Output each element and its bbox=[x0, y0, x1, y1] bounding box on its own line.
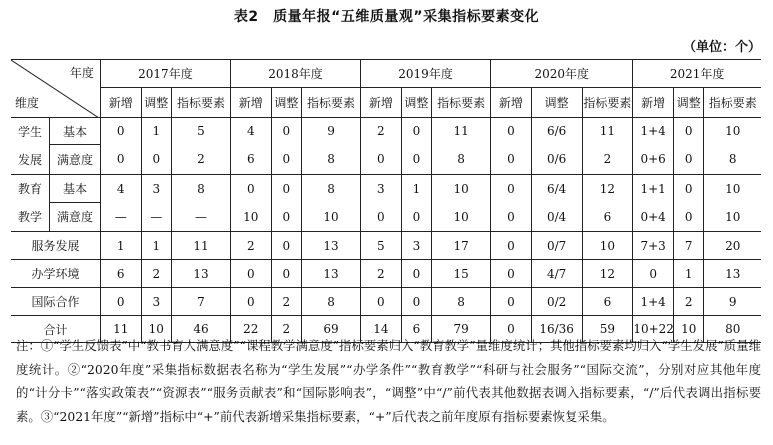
row-label: 办学环境 bbox=[11, 260, 100, 288]
data-cell: 0 bbox=[271, 232, 301, 260]
data-cell: 13 bbox=[704, 260, 761, 288]
row-label: 基本 bbox=[50, 118, 101, 145]
data-cell: 0 bbox=[361, 202, 402, 231]
data-cell: 4/7 bbox=[531, 260, 582, 288]
data-cell: 10 bbox=[673, 316, 703, 343]
data-cell: 1 bbox=[141, 118, 171, 145]
data-cell: 2 bbox=[271, 316, 301, 343]
data-cell: 0/2 bbox=[531, 288, 582, 316]
data-cell: 0+4 bbox=[633, 202, 674, 231]
data-cell: 2 bbox=[172, 145, 231, 175]
data-cell: 8 bbox=[432, 145, 491, 175]
data-cell: 0 bbox=[361, 288, 402, 316]
data-cell: 2 bbox=[361, 260, 402, 288]
data-cell: 0 bbox=[491, 118, 532, 145]
data-cell: 59 bbox=[582, 316, 633, 343]
table-row bbox=[11, 175, 761, 203]
year-header-2017: 2017年度 bbox=[100, 60, 230, 88]
subheader-elements: 指标要素 bbox=[172, 88, 231, 118]
data-cell: 0 bbox=[401, 202, 431, 231]
data-cell: 0 bbox=[230, 260, 271, 288]
data-cell: 1 bbox=[401, 175, 431, 203]
data-cell: 0 bbox=[491, 175, 532, 203]
data-cell: 5 bbox=[361, 232, 402, 260]
data-cell: 2 bbox=[230, 232, 271, 260]
data-cell: 0 bbox=[100, 288, 141, 316]
data-cell: 22 bbox=[230, 316, 271, 343]
data-cell: 0 bbox=[271, 118, 301, 145]
data-cell: 6 bbox=[582, 202, 633, 231]
data-cell: 10 bbox=[141, 316, 171, 343]
data-cell: 1 bbox=[673, 260, 703, 288]
year-header-2018: 2018年度 bbox=[230, 60, 360, 88]
data-cell: 1 bbox=[141, 232, 171, 260]
data-cell: 0 bbox=[271, 145, 301, 175]
data-cell: 10 bbox=[704, 202, 761, 231]
subheader-elements: 指标要素 bbox=[302, 88, 361, 118]
data-cell: 0 bbox=[271, 260, 301, 288]
data-cell: 6 bbox=[582, 288, 633, 316]
data-cell: 0 bbox=[491, 232, 532, 260]
data-cell: 0 bbox=[673, 145, 703, 175]
table-title: 表2 质量年报“五维质量观”采集指标要素变化 bbox=[233, 9, 540, 25]
data-cell: 1+4 bbox=[633, 118, 674, 145]
data-cell: 0/4 bbox=[531, 202, 582, 231]
data-cell: 10 bbox=[302, 202, 361, 231]
data-cell: 1+4 bbox=[633, 288, 674, 316]
data-cell: 15 bbox=[432, 260, 491, 288]
corner-year-label: 年度 bbox=[69, 66, 94, 80]
data-cell: 0 bbox=[401, 118, 431, 145]
data-cell: 14 bbox=[361, 316, 402, 343]
data-cell: 10 bbox=[704, 118, 761, 145]
data-cell: 69 bbox=[302, 316, 361, 343]
data-cell: 80 bbox=[704, 316, 761, 343]
data-cell: 17 bbox=[432, 232, 491, 260]
subheader-adjust: 调整 bbox=[141, 88, 171, 118]
group-label-education-teaching: 教育 教学 bbox=[11, 175, 50, 232]
data-cell: 7+3 bbox=[633, 232, 674, 260]
data-cell: 0 bbox=[491, 316, 532, 343]
subheader-adjust: 调整 bbox=[531, 88, 582, 118]
data-cell: 10 bbox=[582, 232, 633, 260]
data-cell: 0 bbox=[401, 260, 431, 288]
data-cell: 10 bbox=[432, 175, 491, 203]
unit-label: （单位：个） bbox=[682, 40, 761, 55]
subheader-new: 新增 bbox=[100, 88, 141, 118]
data-cell: 10 bbox=[432, 202, 491, 231]
subheader-new: 新增 bbox=[361, 88, 402, 118]
subheader-adjust: 调整 bbox=[673, 88, 703, 118]
year-header-2021: 2021年度 bbox=[633, 60, 761, 88]
data-cell: — bbox=[172, 202, 231, 231]
data-cell: 1 bbox=[100, 232, 141, 260]
data-cell: 0/6 bbox=[531, 145, 582, 175]
data-cell: 8 bbox=[302, 175, 361, 203]
data-cell: 13 bbox=[302, 260, 361, 288]
data-cell: 0+6 bbox=[633, 145, 674, 175]
table-footnote: 注：①“学生反馈表”中“教书育人满意度”“课程教学满意度”指标要素归入“教育教学”量维度统计；其他指标要素均归入“学生发展”质量维度统计。②“2020年度”采集指标数据表名称为“学生发展”“办学条件”“教育教学”“科研与社会服务”“国际交流”，分别对应其他年度的“计分卡”“落实政策表”“资源表”“服务贡献表”和“国际影响表”，“调整”中“/”前代表其他数据表调入指标要素，“/”后代表调出指标要素。③“2021年度”“新增”指标中“+”前代表新增采集指标要素，“+”后代表之前年度原有指标要素恢复采集。 bbox=[16, 338, 761, 424]
year-header-2019: 2019年度 bbox=[361, 60, 491, 88]
table-row bbox=[11, 232, 761, 260]
data-cell: 13 bbox=[302, 232, 361, 260]
data-cell: 11 bbox=[172, 232, 231, 260]
data-cell: 20 bbox=[704, 232, 761, 260]
data-cell: 0 bbox=[673, 118, 703, 145]
data-cell: 6 bbox=[100, 260, 141, 288]
data-cell: 3 bbox=[141, 175, 171, 203]
corner-dimension-label: 维度 bbox=[15, 96, 40, 110]
data-cell: 0 bbox=[401, 288, 431, 316]
row-label: 国际合作 bbox=[11, 288, 100, 316]
corner-header-cell bbox=[11, 60, 100, 118]
data-cell: 7 bbox=[673, 232, 703, 260]
data-cell: 6 bbox=[230, 145, 271, 175]
subheader-new: 新增 bbox=[230, 88, 271, 118]
data-cell: 9 bbox=[704, 288, 761, 316]
subheader-elements: 指标要素 bbox=[432, 88, 491, 118]
table-row bbox=[11, 260, 761, 288]
data-cell: 0 bbox=[633, 260, 674, 288]
data-cell: 11 bbox=[100, 316, 141, 343]
indicator-table bbox=[11, 59, 761, 343]
data-cell: 8 bbox=[302, 145, 361, 175]
data-cell: 4 bbox=[230, 118, 271, 145]
data-cell: 2 bbox=[582, 145, 633, 175]
table-row bbox=[11, 118, 761, 145]
data-cell: 10 bbox=[230, 202, 271, 231]
data-cell: 0 bbox=[100, 118, 141, 145]
subheader-adjust: 调整 bbox=[401, 88, 431, 118]
data-cell: 9 bbox=[302, 118, 361, 145]
data-cell: 10 bbox=[704, 175, 761, 203]
data-cell: 2 bbox=[361, 118, 402, 145]
data-cell: 3 bbox=[361, 175, 402, 203]
data-cell: 8 bbox=[172, 175, 231, 203]
data-cell: 3 bbox=[141, 288, 171, 316]
data-cell: 7 bbox=[172, 288, 231, 316]
data-cell: 2 bbox=[673, 288, 703, 316]
row-label: 合计 bbox=[11, 316, 100, 343]
data-cell: 0 bbox=[271, 175, 301, 203]
row-label: 满意度 bbox=[50, 145, 101, 175]
data-cell: 2 bbox=[271, 288, 301, 316]
data-cell: 8 bbox=[302, 288, 361, 316]
data-cell: 0 bbox=[361, 145, 402, 175]
table-row bbox=[11, 145, 761, 175]
data-cell: — bbox=[141, 202, 171, 231]
data-cell: 5 bbox=[172, 118, 231, 145]
data-cell: 8 bbox=[704, 145, 761, 175]
subheader-adjust: 调整 bbox=[271, 88, 301, 118]
data-cell: 16/36 bbox=[531, 316, 582, 343]
data-cell: 12 bbox=[582, 260, 633, 288]
year-header-2020: 2020年度 bbox=[491, 60, 633, 88]
table-row bbox=[11, 202, 761, 231]
subheader-new: 新增 bbox=[491, 88, 532, 118]
data-cell: 0 bbox=[271, 202, 301, 231]
data-cell: 46 bbox=[172, 316, 231, 343]
data-cell: 2 bbox=[141, 260, 171, 288]
data-cell: 0 bbox=[230, 288, 271, 316]
data-cell: 6/4 bbox=[531, 175, 582, 203]
row-label: 满意度 bbox=[50, 202, 101, 231]
data-cell: 8 bbox=[432, 288, 491, 316]
data-cell: 0 bbox=[401, 145, 431, 175]
data-cell: 13 bbox=[172, 260, 231, 288]
data-cell: 11 bbox=[582, 118, 633, 145]
data-cell: 11 bbox=[432, 118, 491, 145]
data-cell: 0 bbox=[230, 175, 271, 203]
data-cell: 0 bbox=[141, 145, 171, 175]
data-cell: 0 bbox=[491, 202, 532, 231]
data-cell: 0 bbox=[491, 145, 532, 175]
data-cell: 0 bbox=[100, 145, 141, 175]
table-row bbox=[11, 288, 761, 316]
data-cell: 12 bbox=[582, 175, 633, 203]
data-cell: 6 bbox=[401, 316, 431, 343]
data-cell: 6/6 bbox=[531, 118, 582, 145]
row-label: 基本 bbox=[50, 175, 101, 203]
row-label: 服务发展 bbox=[11, 232, 100, 260]
data-cell: 0 bbox=[673, 175, 703, 203]
data-cell: 79 bbox=[432, 316, 491, 343]
group-label-student-development: 学生 发展 bbox=[11, 118, 50, 175]
data-cell: 0 bbox=[491, 288, 532, 316]
subheader-new: 新增 bbox=[633, 88, 674, 118]
data-cell: 10+22 bbox=[633, 316, 674, 343]
subheader-elements: 指标要素 bbox=[582, 88, 633, 118]
data-cell: 3 bbox=[401, 232, 431, 260]
data-cell: 0/7 bbox=[531, 232, 582, 260]
subheader-elements: 指标要素 bbox=[704, 88, 761, 118]
data-cell: — bbox=[100, 202, 141, 231]
data-cell: 0 bbox=[673, 202, 703, 231]
data-cell: 0 bbox=[491, 260, 532, 288]
data-cell: 4 bbox=[100, 175, 141, 203]
data-cell: 1+1 bbox=[633, 175, 674, 203]
